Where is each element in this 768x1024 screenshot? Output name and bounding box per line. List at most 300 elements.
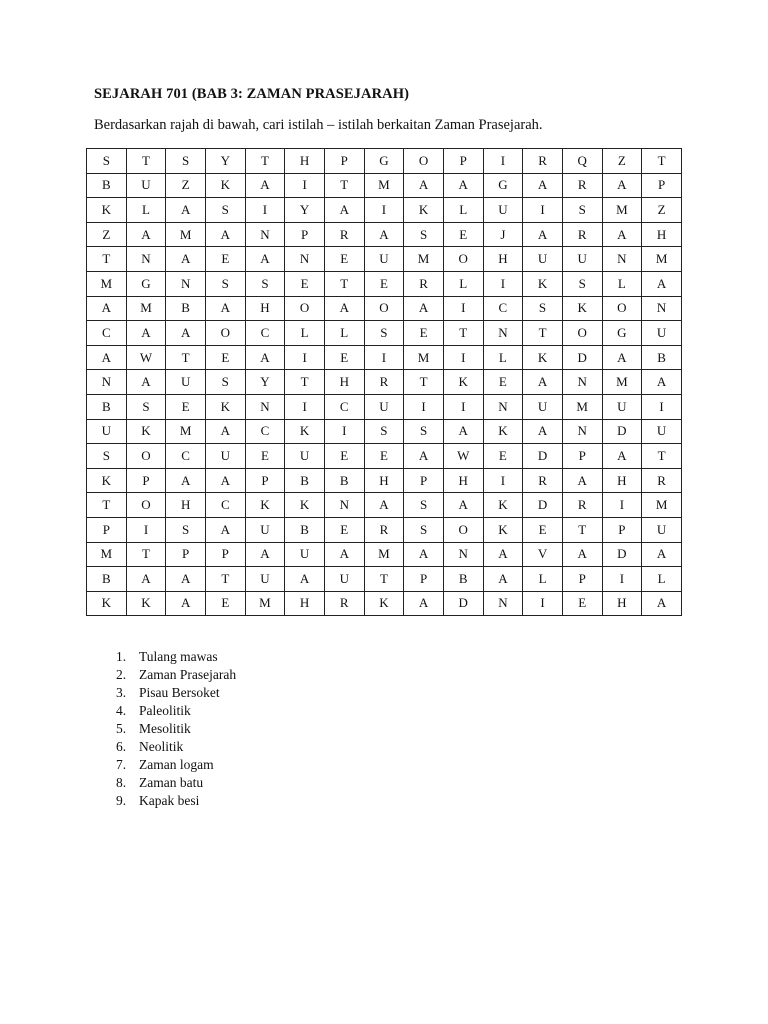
grid-cell: A <box>166 468 206 493</box>
grid-cell: N <box>87 370 127 395</box>
grid-cell: E <box>483 444 523 469</box>
grid-cell: R <box>364 517 404 542</box>
grid-cell: B <box>87 394 127 419</box>
grid-cell: R <box>364 370 404 395</box>
grid-cell: S <box>404 419 444 444</box>
term-label: Zaman Prasejarah <box>139 667 237 682</box>
grid-cell: D <box>602 542 642 567</box>
grid-cell: K <box>126 419 166 444</box>
grid-row <box>87 296 682 321</box>
grid-cell: O <box>443 517 483 542</box>
grid-cell: A <box>602 444 642 469</box>
grid-cell: C <box>324 394 364 419</box>
grid-cell: A <box>602 222 642 247</box>
grid-cell: T <box>285 370 325 395</box>
grid-cell: A <box>523 173 563 198</box>
grid-cell: A <box>324 296 364 321</box>
term-number: 8. <box>116 775 127 790</box>
grid-cell: W <box>126 345 166 370</box>
grid-cell: O <box>126 444 166 469</box>
word-search-grid <box>86 148 682 616</box>
grid-cell: H <box>602 468 642 493</box>
grid-cell: P <box>562 567 602 592</box>
grid-cell: O <box>205 321 245 346</box>
grid-cell: R <box>523 468 563 493</box>
grid-cell: K <box>285 493 325 518</box>
grid-cell: K <box>126 591 166 616</box>
grid-row <box>87 370 682 395</box>
grid-row <box>87 222 682 247</box>
grid-row <box>87 591 682 616</box>
grid-cell: R <box>324 222 364 247</box>
grid-cell: P <box>562 444 602 469</box>
grid-cell: L <box>285 321 325 346</box>
grid-cell: D <box>523 444 563 469</box>
grid-cell: I <box>285 345 325 370</box>
grid-cell: I <box>404 394 444 419</box>
grid-cell: Z <box>602 149 642 174</box>
grid-cell: R <box>404 271 444 296</box>
term-list <box>108 648 236 810</box>
grid-cell: K <box>87 198 127 223</box>
grid-cell: N <box>562 419 602 444</box>
grid-cell: L <box>126 198 166 223</box>
grid-cell: L <box>602 271 642 296</box>
grid-cell: S <box>562 198 602 223</box>
grid-cell: M <box>166 419 206 444</box>
grid-cell: B <box>166 296 206 321</box>
grid-cell: I <box>364 345 404 370</box>
grid-cell: A <box>126 567 166 592</box>
grid-cell: M <box>642 247 682 272</box>
grid-cell: A <box>205 468 245 493</box>
grid-cell: R <box>324 591 364 616</box>
grid-cell: T <box>205 567 245 592</box>
grid-cell: S <box>205 370 245 395</box>
grid-cell: A <box>642 542 682 567</box>
grid-cell: N <box>245 222 285 247</box>
grid-row <box>87 149 682 174</box>
grid-cell: A <box>404 173 444 198</box>
grid-cell: O <box>602 296 642 321</box>
grid-cell: A <box>523 222 563 247</box>
grid-cell: D <box>443 591 483 616</box>
grid-cell: K <box>483 419 523 444</box>
grid-cell: S <box>166 149 206 174</box>
grid-cell: B <box>443 567 483 592</box>
grid-cell: A <box>642 370 682 395</box>
grid-cell: L <box>443 271 483 296</box>
grid-cell: B <box>87 173 127 198</box>
grid-cell: N <box>483 321 523 346</box>
grid-cell: A <box>126 321 166 346</box>
grid-cell: P <box>602 517 642 542</box>
grid-cell: P <box>285 222 325 247</box>
grid-row <box>87 394 682 419</box>
grid-cell: G <box>364 149 404 174</box>
grid-cell: N <box>245 394 285 419</box>
grid-cell: P <box>166 542 206 567</box>
grid-cell: I <box>642 394 682 419</box>
grid-cell: S <box>404 517 444 542</box>
grid-cell: I <box>602 493 642 518</box>
term-item <box>108 738 236 756</box>
grid-cell: A <box>562 468 602 493</box>
grid-cell: N <box>602 247 642 272</box>
grid-cell: A <box>245 247 285 272</box>
grid-cell: U <box>642 321 682 346</box>
instruction-text: Berdasarkan rajah di bawah, cari istilah – istilah berkaitan Zaman Prasejarah. <box>94 117 543 133</box>
grid-cell: A <box>404 444 444 469</box>
grid-cell: A <box>285 567 325 592</box>
grid-cell: I <box>126 517 166 542</box>
grid-cell: R <box>562 493 602 518</box>
grid-cell: K <box>523 271 563 296</box>
grid-cell: Q <box>562 149 602 174</box>
grid-cell: M <box>364 173 404 198</box>
grid-cell: T <box>87 493 127 518</box>
grid-cell: O <box>404 149 444 174</box>
grid-cell: T <box>642 149 682 174</box>
grid-cell: M <box>87 542 127 567</box>
grid-cell: M <box>642 493 682 518</box>
grid-row <box>87 444 682 469</box>
grid-cell: N <box>443 542 483 567</box>
grid-cell: S <box>205 198 245 223</box>
grid-cell: W <box>443 444 483 469</box>
grid-cell: U <box>483 198 523 223</box>
grid-cell: S <box>562 271 602 296</box>
grid-cell: K <box>562 296 602 321</box>
term-label: Zaman logam <box>139 757 214 772</box>
grid-cell: S <box>245 271 285 296</box>
grid-cell: K <box>205 173 245 198</box>
grid-cell: I <box>602 567 642 592</box>
grid-cell: E <box>324 247 364 272</box>
grid-cell: G <box>602 321 642 346</box>
grid-cell: I <box>483 271 523 296</box>
grid-cell: K <box>404 198 444 223</box>
grid-cell: A <box>166 247 206 272</box>
grid-cell: B <box>87 567 127 592</box>
grid-cell: U <box>523 247 563 272</box>
grid-cell: I <box>245 198 285 223</box>
grid-cell: M <box>602 370 642 395</box>
grid-cell: M <box>87 271 127 296</box>
grid-cell: S <box>87 444 127 469</box>
term-item <box>108 720 236 738</box>
grid-row <box>87 567 682 592</box>
term-label: Tulang mawas <box>139 649 218 664</box>
grid-cell: A <box>404 296 444 321</box>
grid-cell: A <box>87 296 127 321</box>
grid-cell: S <box>523 296 563 321</box>
grid-cell: A <box>404 591 444 616</box>
grid-cell: Y <box>245 370 285 395</box>
grid-cell: U <box>285 542 325 567</box>
grid-cell: A <box>523 370 563 395</box>
term-item <box>108 684 236 702</box>
grid-cell: K <box>483 517 523 542</box>
grid-cell: E <box>443 222 483 247</box>
grid-cell: A <box>404 542 444 567</box>
term-number: 4. <box>116 703 127 718</box>
grid-cell: I <box>523 591 563 616</box>
grid-cell: D <box>562 345 602 370</box>
term-item <box>108 774 236 792</box>
grid-cell: I <box>285 173 325 198</box>
grid-cell: T <box>126 542 166 567</box>
grid-cell: K <box>443 370 483 395</box>
grid-cell: U <box>245 567 285 592</box>
grid-cell: I <box>483 468 523 493</box>
grid-cell: A <box>166 567 206 592</box>
grid-cell: M <box>245 591 285 616</box>
grid-cell: A <box>245 173 285 198</box>
grid-cell: I <box>443 345 483 370</box>
grid-cell: U <box>642 517 682 542</box>
grid-cell: E <box>562 591 602 616</box>
grid-cell: K <box>483 493 523 518</box>
grid-cell: H <box>602 591 642 616</box>
grid-row <box>87 517 682 542</box>
grid-cell: I <box>285 394 325 419</box>
grid-cell: R <box>562 173 602 198</box>
grid-cell: G <box>483 173 523 198</box>
grid-cell: T <box>364 567 404 592</box>
grid-cell: M <box>126 296 166 321</box>
grid-cell: A <box>324 198 364 223</box>
grid-cell: M <box>404 345 444 370</box>
grid-row <box>87 173 682 198</box>
grid-cell: A <box>602 173 642 198</box>
grid-cell: L <box>642 567 682 592</box>
grid-cell: K <box>87 591 127 616</box>
grid-cell: N <box>324 493 364 518</box>
grid-cell: H <box>324 370 364 395</box>
grid-cell: U <box>364 247 404 272</box>
grid-cell: R <box>642 468 682 493</box>
grid-cell: P <box>443 149 483 174</box>
grid-cell: T <box>404 370 444 395</box>
grid-cell: K <box>87 468 127 493</box>
grid-cell: M <box>364 542 404 567</box>
grid-cell: T <box>642 444 682 469</box>
grid-cell: P <box>324 149 364 174</box>
grid-cell: E <box>245 444 285 469</box>
term-label: Pisau Bersoket <box>139 685 220 700</box>
grid-cell: U <box>87 419 127 444</box>
grid-cell: P <box>404 567 444 592</box>
grid-cell: Z <box>166 173 206 198</box>
grid-cell: B <box>642 345 682 370</box>
term-label: Zaman batu <box>139 775 204 790</box>
term-number: 7. <box>116 757 127 772</box>
grid-cell: L <box>443 198 483 223</box>
grid-cell: A <box>87 345 127 370</box>
grid-cell: A <box>205 296 245 321</box>
term-number: 3. <box>116 685 127 700</box>
grid-cell: G <box>126 271 166 296</box>
grid-cell: A <box>324 542 364 567</box>
grid-cell: N <box>483 394 523 419</box>
grid-cell: H <box>166 493 206 518</box>
grid-cell: U <box>523 394 563 419</box>
grid-cell: I <box>523 198 563 223</box>
grid-cell: A <box>245 542 285 567</box>
grid-cell: A <box>642 591 682 616</box>
grid-cell: T <box>126 149 166 174</box>
grid-cell: S <box>166 517 206 542</box>
grid-cell: U <box>324 567 364 592</box>
grid-cell: M <box>602 198 642 223</box>
grid-cell: O <box>126 493 166 518</box>
grid-cell: H <box>483 247 523 272</box>
grid-cell: C <box>166 444 206 469</box>
grid-cell: U <box>364 394 404 419</box>
grid-cell: N <box>285 247 325 272</box>
grid-cell: U <box>166 370 206 395</box>
grid-cell: A <box>483 542 523 567</box>
grid-cell: O <box>443 247 483 272</box>
term-number: 5. <box>116 721 127 736</box>
grid-cell: U <box>642 419 682 444</box>
grid-cell: C <box>483 296 523 321</box>
term-number: 6. <box>116 739 127 754</box>
grid-cell: E <box>483 370 523 395</box>
grid-cell: T <box>245 149 285 174</box>
grid-cell: E <box>205 247 245 272</box>
grid-cell: I <box>324 419 364 444</box>
grid-cell: A <box>483 567 523 592</box>
grid-cell: P <box>245 468 285 493</box>
grid-cell: I <box>364 198 404 223</box>
grid-cell: I <box>443 296 483 321</box>
grid-cell: S <box>205 271 245 296</box>
grid-cell: A <box>245 345 285 370</box>
grid-cell: V <box>523 542 563 567</box>
term-label: Neolitik <box>139 739 184 754</box>
grid-cell: L <box>483 345 523 370</box>
grid-cell: E <box>324 345 364 370</box>
grid-cell: S <box>126 394 166 419</box>
grid-cell: B <box>324 468 364 493</box>
grid-cell: Y <box>285 198 325 223</box>
grid-row <box>87 271 682 296</box>
grid-row <box>87 419 682 444</box>
term-item <box>108 756 236 774</box>
term-label: Kapak besi <box>139 793 200 808</box>
grid-cell: U <box>205 444 245 469</box>
grid-cell: A <box>602 345 642 370</box>
term-number: 2. <box>116 667 127 682</box>
grid-cell: T <box>324 271 364 296</box>
grid-cell: U <box>562 247 602 272</box>
grid-row <box>87 468 682 493</box>
grid-cell: E <box>364 271 404 296</box>
term-label: Mesolitik <box>139 721 191 736</box>
grid-cell: A <box>166 591 206 616</box>
grid-cell: S <box>364 321 404 346</box>
grid-cell: C <box>205 493 245 518</box>
grid-cell: A <box>205 419 245 444</box>
grid-cell: S <box>364 419 404 444</box>
grid-cell: R <box>523 149 563 174</box>
grid-cell: K <box>364 591 404 616</box>
grid-cell: I <box>443 394 483 419</box>
grid-cell: E <box>205 591 245 616</box>
grid-cell: E <box>205 345 245 370</box>
grid-cell: O <box>364 296 404 321</box>
grid-cell: L <box>523 567 563 592</box>
term-item <box>108 648 236 666</box>
grid-cell: A <box>205 222 245 247</box>
grid-cell: N <box>483 591 523 616</box>
grid-cell: A <box>205 517 245 542</box>
grid-cell: D <box>602 419 642 444</box>
grid-cell: T <box>87 247 127 272</box>
grid-cell: A <box>443 173 483 198</box>
grid-cell: H <box>364 468 404 493</box>
grid-cell: P <box>642 173 682 198</box>
grid-row <box>87 542 682 567</box>
grid-cell: E <box>285 271 325 296</box>
grid-cell: N <box>642 296 682 321</box>
grid-cell: A <box>364 222 404 247</box>
grid-cell: E <box>523 517 563 542</box>
term-number: 9. <box>116 793 127 808</box>
term-item <box>108 792 236 810</box>
grid-cell: A <box>443 419 483 444</box>
grid-cell: C <box>87 321 127 346</box>
grid-cell: M <box>562 394 602 419</box>
grid-cell: U <box>285 444 325 469</box>
grid-cell: E <box>324 517 364 542</box>
grid-cell: E <box>404 321 444 346</box>
grid-cell: H <box>285 591 325 616</box>
grid-cell: K <box>285 419 325 444</box>
grid-cell: P <box>126 468 166 493</box>
grid-cell: E <box>324 444 364 469</box>
grid-cell: A <box>443 493 483 518</box>
grid-row <box>87 247 682 272</box>
grid-cell: R <box>562 222 602 247</box>
grid-cell: N <box>166 271 206 296</box>
grid-cell: B <box>285 517 325 542</box>
grid-cell: O <box>562 321 602 346</box>
grid-cell: M <box>404 247 444 272</box>
grid-cell: A <box>166 321 206 346</box>
grid-row <box>87 493 682 518</box>
grid-cell: A <box>126 222 166 247</box>
grid-cell: B <box>285 468 325 493</box>
term-item <box>108 666 236 684</box>
grid-cell: H <box>443 468 483 493</box>
grid-cell: N <box>562 370 602 395</box>
grid-cell: T <box>443 321 483 346</box>
grid-cell: S <box>87 149 127 174</box>
grid-cell: P <box>404 468 444 493</box>
grid-cell: Z <box>87 222 127 247</box>
grid-row <box>87 198 682 223</box>
page-title: SEJARAH 701 (BAB 3: ZAMAN PRASEJARAH) <box>94 86 410 102</box>
grid-cell: P <box>87 517 127 542</box>
grid-cell: S <box>404 493 444 518</box>
grid-cell: A <box>523 419 563 444</box>
grid-row <box>87 321 682 346</box>
grid-cell: A <box>642 271 682 296</box>
grid-cell: A <box>562 542 602 567</box>
